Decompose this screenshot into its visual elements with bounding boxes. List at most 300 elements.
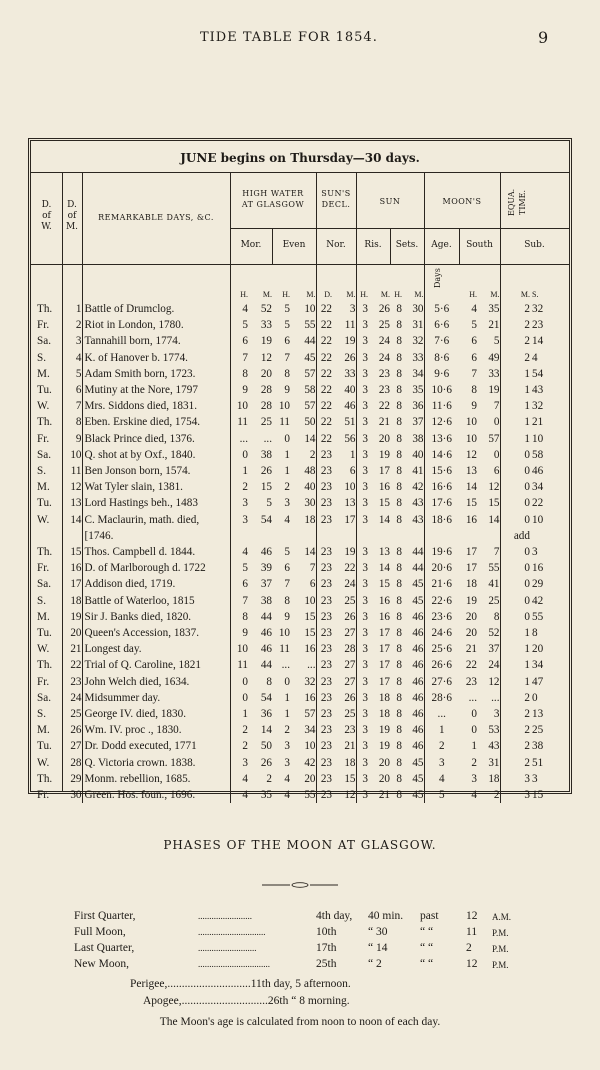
cell-sh: 8: [396, 546, 402, 559]
cell-mm: 28: [260, 384, 272, 397]
cell-dm: 19: [62, 609, 82, 625]
cell-age: 26·6: [431, 659, 452, 672]
cell-som: 6: [477, 463, 500, 479]
cell-mh: 8: [242, 610, 248, 623]
col-days-label: Days: [433, 268, 442, 288]
cell-rm: 14: [378, 513, 390, 526]
cell-sh: 8: [396, 335, 402, 348]
cell-sh: 8: [396, 481, 402, 494]
cell-sm: 46: [402, 674, 424, 690]
cell-eh: 7: [284, 578, 290, 591]
cell-dm: 3: [62, 333, 82, 349]
cell-mm: 52: [260, 303, 272, 315]
cell-mh: 3: [242, 497, 248, 510]
cell-em: 58: [290, 382, 316, 398]
cell-dw: S.: [37, 465, 47, 478]
cell-rh: 3: [362, 594, 368, 607]
cell-soh: 14: [465, 481, 477, 494]
cell-event: Riot in London, 1780.: [82, 317, 230, 333]
cell-som: 8: [477, 609, 500, 625]
cell-sh: 8: [396, 367, 402, 380]
cell-dw: W.: [37, 400, 50, 413]
cell-sm: 45: [402, 771, 424, 787]
cell-eqs: 22: [532, 497, 544, 510]
page-title: TIDE TABLE FOR 1854.: [200, 30, 378, 45]
cell-age: 17·6: [431, 497, 452, 510]
phase-b: “ “: [420, 942, 434, 954]
cell-em: 16: [290, 690, 316, 706]
cell-dmin: 1: [332, 447, 356, 463]
cell-dw: Th.: [37, 546, 53, 559]
phase-leader: ................................: [198, 959, 270, 969]
cell-dm: 1: [62, 301, 82, 317]
cell-soh: 3: [471, 772, 477, 785]
cell-dd: 22: [320, 416, 332, 429]
cell-dd: 23: [320, 578, 332, 591]
cell-eqs: 47: [532, 675, 544, 688]
cell-em: 57: [290, 366, 316, 382]
cell-eqs: 4: [532, 351, 538, 364]
cell-event: Dr. Dodd executed, 1771: [82, 738, 230, 754]
cell-mm: 39: [260, 562, 272, 575]
cell-dw: W.: [37, 756, 50, 769]
cell-dd: 23: [320, 659, 332, 672]
cell-som: 15: [477, 495, 500, 511]
cell-mh: 9: [242, 627, 248, 640]
cell-dw: S.: [37, 708, 47, 721]
cell-eqm: 1: [524, 367, 530, 380]
col-nor-header: Nor.: [326, 240, 346, 250]
table-row: [31, 366, 569, 382]
cell-eh: 10: [278, 400, 290, 413]
cell-eqm: 1: [524, 400, 530, 413]
cell-som: 33: [477, 366, 500, 382]
cell-age: 15·6: [431, 465, 452, 478]
cell-soh: 19: [465, 594, 477, 607]
cell-eh: 2: [284, 724, 290, 737]
cell-dm: 29: [62, 771, 82, 787]
cell-dm: 20: [62, 625, 82, 641]
cell-sh: 8: [396, 772, 402, 785]
cell-sh: 8: [396, 594, 402, 607]
cell-dd: 23: [320, 740, 332, 753]
cell-event: Battle of Drumclog.: [82, 301, 230, 317]
cell-rm: 16: [378, 594, 390, 607]
apogee-line: Apogee,..............................26th “ 8 morning.: [143, 995, 350, 1007]
cell-sm: 45: [402, 755, 424, 771]
cell-dd: 23: [320, 789, 332, 802]
cell-dmin: [332, 528, 356, 544]
cell-dm: 21: [62, 641, 82, 657]
cell-eqs: 20: [532, 643, 544, 656]
cell-age: 25·6: [431, 643, 452, 656]
cell-dd: 23: [320, 675, 332, 688]
table-row: [31, 544, 569, 560]
cell-sh: 8: [396, 432, 402, 445]
cell-age: 5·6: [434, 303, 450, 315]
cell-rh: 3: [362, 610, 368, 623]
cell-mh: 1: [242, 465, 248, 478]
cell-age: 5: [438, 789, 445, 802]
cell-dw: Tu.: [37, 740, 52, 753]
cell-eqs: 42: [532, 594, 544, 607]
cell-dw: Th.: [37, 659, 53, 672]
cell-soh: 4: [471, 303, 477, 315]
cell-eqs: 14: [532, 335, 544, 348]
cell-eqs: 43: [532, 384, 544, 397]
cell-dmin: 17: [332, 512, 356, 528]
cell-mh: 4: [242, 303, 248, 315]
cell-dw: M.: [37, 610, 50, 623]
cell-mh: [230, 528, 248, 544]
cell-soh: 23: [465, 675, 477, 688]
cell-rm: 16: [378, 481, 390, 494]
cell-soh: 10: [465, 432, 477, 445]
cell-sm: 37: [402, 414, 424, 430]
cell-em: 2: [290, 447, 316, 463]
cell-dd: 23: [320, 724, 332, 737]
cell-dd: 23: [320, 481, 332, 494]
col-age-header: Age.: [431, 240, 452, 250]
cell-event: Mrs. Siddons died, 1831.: [82, 398, 230, 414]
cell-som: [477, 528, 500, 544]
cell-soh: 1: [471, 740, 477, 753]
cell-dmin: 40: [332, 382, 356, 398]
cell-age: 28·6: [431, 691, 452, 704]
cell-dmin: 46: [332, 398, 356, 414]
cell-mm: 26: [260, 756, 272, 769]
header-bottom-rule: [31, 264, 569, 265]
table-row: [31, 755, 569, 771]
cell-sh: 8: [396, 400, 402, 413]
cell-event: George IV. died, 1830.: [82, 706, 230, 722]
cell-sh: 8: [396, 416, 402, 429]
cell-mm: [248, 528, 272, 544]
cell-soh: [459, 528, 477, 544]
cell-sh: 8: [396, 724, 402, 737]
cell-em: 14: [290, 431, 316, 447]
cell-dw: [31, 528, 62, 544]
col-even-header: Even: [282, 240, 306, 250]
cell-sm: 31: [402, 317, 424, 333]
cell-rm: 18: [378, 691, 390, 704]
cell-dw: Fr.: [37, 562, 50, 575]
phase-c: 11: [466, 926, 478, 938]
cell-eh: 11: [279, 416, 290, 429]
cell-eqm: 0: [524, 465, 530, 478]
cell-eh: 4: [284, 513, 290, 526]
cell-sm: 36: [402, 398, 424, 414]
phase-label: First Quarter,: [74, 910, 136, 922]
moon-age-note: The Moon's age is calculated from noon to noon of each day.: [159, 1016, 441, 1028]
cell-sm: 34: [402, 366, 424, 382]
cell-soh: 20: [465, 627, 477, 640]
cell-dmin: 27: [332, 625, 356, 641]
cell-soh: 6: [471, 335, 477, 348]
cell-dmin: 13: [332, 495, 356, 511]
cell-rm: 17: [378, 643, 390, 656]
cell-dm: 14: [62, 512, 82, 528]
cell-som: 12: [477, 479, 500, 495]
cell-dm: 6: [62, 382, 82, 398]
cell-em: 44: [290, 333, 316, 349]
table-row: [31, 706, 569, 722]
cell-dw: Fr.: [37, 432, 50, 445]
cell-dm: 15: [62, 544, 82, 560]
cell-event: Queen's Accession, 1837.: [82, 625, 230, 641]
phase-a: “ 30: [368, 926, 388, 938]
cell-som: 49: [477, 350, 500, 366]
table-row: [31, 479, 569, 495]
cell-event: Thos. Campbell d. 1844.: [82, 544, 230, 560]
cell-em: 57: [290, 706, 316, 722]
cell-eqm: 2: [524, 756, 530, 769]
cell-mh: 8: [242, 367, 248, 380]
cell-em: 55: [290, 787, 316, 803]
cell-mm: 19: [260, 335, 272, 348]
cell-event: Eben. Erskine died, 1754.: [82, 414, 230, 430]
cell-dw: M.: [37, 724, 50, 737]
cell-soh: 17: [465, 546, 477, 559]
cell-mm: 35: [260, 789, 272, 802]
table-row: [31, 512, 569, 528]
cell-dmin: 18: [332, 755, 356, 771]
cell-age: 21·6: [431, 578, 452, 591]
cell-rh: 3: [362, 643, 368, 656]
cell-rh: 3: [362, 319, 368, 332]
cell-soh: 5: [471, 319, 477, 332]
cell-dd: 22: [320, 400, 332, 413]
cell-eh: 1: [284, 465, 290, 478]
cell-dmin: 33: [332, 366, 356, 382]
phase-c: 2: [466, 942, 472, 954]
cell-mh: 4: [242, 546, 248, 559]
col-moons-header: MOON'S: [442, 197, 482, 206]
cell-age: 27·6: [431, 675, 452, 688]
cell-eqs: 38: [532, 740, 544, 753]
cell-rh: 3: [362, 562, 368, 575]
cell-mm: 38: [260, 594, 272, 607]
units-row: H. M. H. M. D. M. H. M. H. M. H. M. M. S.: [31, 289, 569, 301]
cell-mm: 46: [260, 643, 272, 656]
cell-som: 0: [477, 414, 500, 430]
table-row: [31, 495, 569, 511]
cell-rh: 3: [362, 578, 368, 591]
cell-eqm: 1: [524, 416, 530, 429]
cell-dmin: 27: [332, 674, 356, 690]
cell-event: [1746.: [82, 528, 230, 544]
cell-mm: 28: [260, 400, 272, 413]
cell-event: Trial of Q. Caroline, 1821: [82, 657, 230, 673]
phase-leader: ..........................: [198, 943, 257, 953]
cell-som: 7: [477, 544, 500, 560]
cell-dmin: 27: [332, 657, 356, 673]
cell-dmin: 25: [332, 593, 356, 609]
phase-label: Full Moon,: [74, 926, 126, 938]
cell-age: 4: [438, 772, 445, 785]
cell-som: 25: [477, 593, 500, 609]
cell-dd: 22: [320, 335, 332, 348]
phase-d: P.M.: [492, 928, 509, 938]
cell-sm: 41: [402, 463, 424, 479]
cell-sm: 32: [402, 333, 424, 349]
cell-dd: 23: [320, 497, 332, 510]
cell-mh: 9: [242, 384, 248, 397]
cell-eqm: 0: [524, 513, 530, 526]
cell-dw: Th.: [37, 416, 53, 429]
col-dm-header: D. of M.: [65, 200, 79, 232]
cell-dm: 25: [62, 706, 82, 722]
cell-rm: 23: [378, 367, 390, 380]
cell-mh: 1: [242, 708, 248, 721]
cell-em: 42: [290, 755, 316, 771]
cell-dm: 22: [62, 657, 82, 673]
cell-em: 18: [290, 512, 316, 528]
cell-eh: [272, 528, 290, 544]
cell-age: 22·6: [431, 594, 452, 607]
cell-som: 35: [477, 301, 500, 317]
cell-event: John Welch died, 1634.: [82, 674, 230, 690]
cell-sh: 8: [396, 562, 402, 575]
cell-dmin: 12: [332, 787, 356, 803]
cell-mm: 33: [260, 319, 272, 332]
cell-sh: 8: [396, 351, 402, 364]
cell-dd: 22: [320, 367, 332, 380]
cell-dd: [316, 528, 332, 544]
cell-dm: 17: [62, 576, 82, 592]
phase-b: “ “: [420, 926, 434, 938]
cell-rh: 3: [362, 659, 368, 672]
cell-rh: 3: [362, 513, 368, 526]
cell-event: Q. shot at by Oxf., 1840.: [82, 447, 230, 463]
cell-dmin: 26: [332, 609, 356, 625]
month-caption: JUNE begins on Thursday—30 days.: [31, 144, 569, 173]
cell-soh: 12: [465, 448, 477, 461]
cell-eqm: 1: [524, 627, 530, 640]
cell-eqm: 1: [524, 659, 530, 672]
cell-eqm: 2: [524, 319, 530, 332]
cell-age: 6·6: [434, 319, 450, 332]
cell-rh: 3: [362, 303, 368, 315]
cell-eh: 10: [278, 627, 290, 640]
cell-dm: 9: [62, 431, 82, 447]
cell-rh: 3: [362, 724, 368, 737]
cell-age: 14·6: [431, 448, 452, 461]
cell-rh: 3: [362, 772, 368, 785]
cell-dw: W.: [37, 643, 50, 656]
cell-dw: Tu.: [37, 497, 52, 510]
cell-em: 50: [290, 414, 316, 430]
tide-table: [31, 289, 569, 803]
cell-event: Wat Tyler slain, 1381.: [82, 479, 230, 495]
cell-rh: 3: [362, 448, 368, 461]
cell-age: 24·6: [431, 627, 452, 640]
cell-rm: 20: [378, 432, 390, 445]
cell-mh: 4: [242, 789, 248, 802]
cell-eqs: 55: [532, 610, 544, 623]
cell-eqm: 1: [524, 384, 530, 397]
cell-sm: 45: [402, 576, 424, 592]
cell-eqs: [530, 528, 569, 544]
cell-em: 16: [290, 641, 316, 657]
cell-eh: 0: [284, 675, 290, 688]
table-row: [31, 771, 569, 787]
cell-dm: 16: [62, 560, 82, 576]
cell-sh: 8: [396, 578, 402, 591]
cell-eqm: 2: [524, 303, 530, 315]
cell-dm: 27: [62, 738, 82, 754]
cell-som: 2: [477, 787, 500, 803]
cell-eh: 11: [279, 643, 290, 656]
cell-eh: 5: [284, 546, 290, 559]
cell-sm: 46: [402, 706, 424, 722]
phase-a: “ 2: [368, 958, 382, 970]
cell-em: 30: [290, 495, 316, 511]
cell-eqm: 2: [524, 335, 530, 348]
cell-som: 53: [477, 722, 500, 738]
cell-mm: 8: [266, 675, 272, 688]
cell-dm: 26: [62, 722, 82, 738]
cell-rm: 19: [378, 724, 390, 737]
cell-dm: 10: [62, 447, 82, 463]
cell-sh: 8: [396, 659, 402, 672]
cell-dw: Tu.: [37, 627, 52, 640]
col-sun-header: SUN: [379, 197, 401, 206]
table-row: [31, 593, 569, 609]
cell-mh: 0: [242, 691, 248, 704]
cell-soh: 0: [471, 724, 477, 737]
table-row: [31, 447, 569, 463]
cell-event: D. of Marlborough d. 1722: [82, 560, 230, 576]
cell-sh: 8: [396, 643, 402, 656]
table-row: [31, 431, 569, 447]
cell-dm: 28: [62, 755, 82, 771]
cell-mm: 20: [260, 367, 272, 380]
cell-som: 41: [477, 576, 500, 592]
cell-dm: 13: [62, 495, 82, 511]
phase-b: past: [420, 910, 439, 922]
table-row: [31, 528, 569, 544]
cell-mm: 15: [260, 481, 272, 494]
col-ris-header: Ris.: [364, 240, 382, 250]
cell-sm: 46: [402, 609, 424, 625]
cell-eqs: 25: [532, 724, 544, 737]
cell-age: 16·6: [431, 481, 452, 494]
cell-dm: 2: [62, 317, 82, 333]
cell-rm: 21: [378, 416, 390, 429]
cell-mm: 46: [260, 627, 272, 640]
cell-age: 7·6: [434, 335, 450, 348]
cell-som: 12: [477, 674, 500, 690]
cell-sm: 40: [402, 447, 424, 463]
cell-mh: 11: [237, 659, 248, 672]
cell-som: 3: [477, 706, 500, 722]
cell-dmin: 15: [332, 771, 356, 787]
cell-em: ...: [290, 657, 316, 673]
cell-dd: 23: [320, 465, 332, 478]
cell-rh: 3: [362, 400, 368, 413]
table-row: [31, 641, 569, 657]
cell-eqm: 1: [524, 675, 530, 688]
cell-dmin: 28: [332, 641, 356, 657]
cell-som: 7: [477, 398, 500, 414]
cell-mh: 10: [236, 400, 248, 413]
cell-soh: 2: [471, 756, 477, 769]
cell-sm: 46: [402, 625, 424, 641]
cell-sm: 46: [402, 657, 424, 673]
cell-eqs: 58: [532, 448, 544, 461]
cell-eqm: add: [513, 529, 530, 542]
